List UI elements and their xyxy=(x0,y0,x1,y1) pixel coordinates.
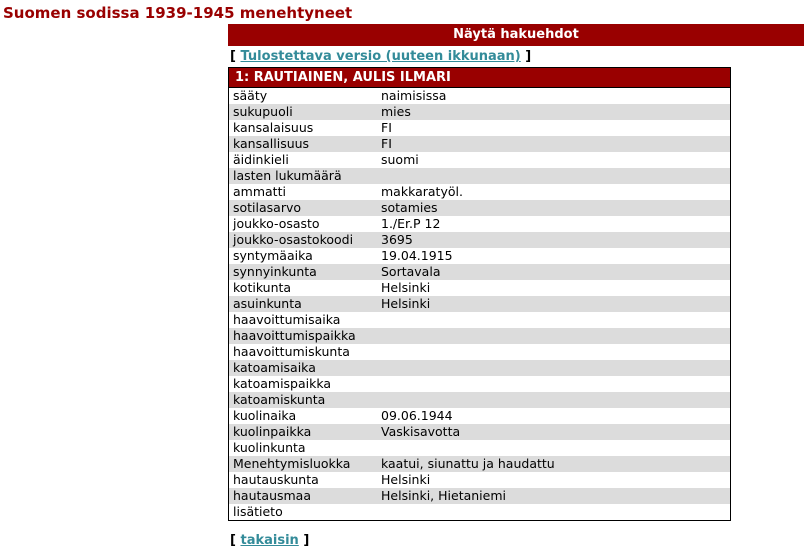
field-label: ammatti xyxy=(233,184,286,199)
record-table xyxy=(228,67,731,521)
field-value: FI xyxy=(381,136,392,151)
bracket-open: [ xyxy=(230,49,236,64)
field-label: Menehtymisluokka xyxy=(233,456,351,471)
field-value: 19.04.1915 xyxy=(381,248,453,263)
field-value xyxy=(381,376,730,392)
field-value: Sortavala xyxy=(381,264,441,279)
field-value: mies xyxy=(381,104,411,119)
printable-version-link[interactable]: Tulostettava versio (uuteen ikkunaan) xyxy=(240,49,521,64)
field-label: hautauskunta xyxy=(233,472,319,487)
field-value xyxy=(381,344,730,360)
field-label: haavoittumispaikka xyxy=(233,328,356,343)
field-label: sukupuoli xyxy=(233,104,293,119)
record-rows xyxy=(229,88,730,520)
field-value xyxy=(381,328,730,344)
bracket-close: ] xyxy=(525,49,532,64)
table-row xyxy=(229,248,730,264)
table-row xyxy=(229,88,730,104)
table-row xyxy=(229,200,730,216)
table-row xyxy=(229,408,730,424)
field-label: sääty xyxy=(233,88,268,103)
table-row xyxy=(229,184,730,200)
table-row xyxy=(229,168,730,184)
bottom-nav-link[interactable]: takaisin xyxy=(240,533,299,548)
field-label: äidinkieli xyxy=(233,152,289,167)
field-value: 09.06.1944 xyxy=(381,408,453,423)
table-row xyxy=(229,376,730,392)
field-label: lasten lukumäärä xyxy=(233,168,342,183)
field-label: kansallisuus xyxy=(233,136,310,151)
field-label: katoamiskunta xyxy=(233,392,326,407)
page-title: Suomen sodissa 1939-1945 menehtyneet xyxy=(3,4,353,22)
field-value xyxy=(381,360,730,376)
field-label: kuolinkunta xyxy=(233,440,306,455)
table-row xyxy=(229,120,730,136)
table-row xyxy=(229,392,730,408)
table-row xyxy=(229,152,730,168)
field-value: Helsinki, Hietaniemi xyxy=(381,488,506,503)
field-value: naimisissa xyxy=(381,88,447,103)
field-label: haavoittumisaika xyxy=(233,312,341,327)
table-row xyxy=(229,232,730,248)
field-value xyxy=(381,168,730,184)
field-label: syntymäaika xyxy=(233,248,313,263)
field-value xyxy=(381,392,730,408)
printable-version-link-row xyxy=(230,49,531,64)
field-value: 1./Er.P 12 xyxy=(381,216,441,231)
record-header: 1: RAUTIAINEN, AULIS ILMARI xyxy=(229,68,730,88)
table-row xyxy=(229,488,730,504)
field-value: makkaratyöl. xyxy=(381,184,463,199)
field-label: joukko-osasto xyxy=(233,216,320,231)
field-value: Helsinki xyxy=(381,472,431,487)
field-value xyxy=(381,312,730,328)
field-value: kaatui, siunattu ja haudattu xyxy=(381,456,555,471)
table-row xyxy=(229,280,730,296)
field-value: FI xyxy=(381,120,392,135)
field-label: kuolinaika xyxy=(233,408,297,423)
table-row xyxy=(229,216,730,232)
field-label: lisätieto xyxy=(233,504,283,519)
table-row xyxy=(229,312,730,328)
field-value: Helsinki xyxy=(381,296,431,311)
table-row xyxy=(229,344,730,360)
table-row xyxy=(229,360,730,376)
table-row xyxy=(229,104,730,120)
table-row xyxy=(229,136,730,152)
bracket-close: ] xyxy=(303,533,310,548)
show-search-criteria-toggle[interactable]: Näytä hakuehdot xyxy=(228,24,804,46)
field-value xyxy=(381,440,730,456)
table-row xyxy=(229,424,730,440)
field-label: asuinkunta xyxy=(233,296,302,311)
field-label: haavoittumiskunta xyxy=(233,344,350,359)
field-value: 3695 xyxy=(381,232,413,247)
field-value: Helsinki xyxy=(381,280,431,295)
field-label: synnyinkunta xyxy=(233,264,317,279)
field-value: suomi xyxy=(381,152,419,167)
field-value: sotamies xyxy=(381,200,438,215)
table-row xyxy=(229,264,730,280)
table-row xyxy=(229,472,730,488)
table-row xyxy=(229,296,730,312)
field-label: kotikunta xyxy=(233,280,292,295)
table-row xyxy=(229,504,730,520)
table-row xyxy=(229,456,730,472)
table-row xyxy=(229,440,730,456)
field-value: Vaskisavotta xyxy=(381,424,461,439)
field-label: katoamisaika xyxy=(233,360,316,375)
field-value xyxy=(381,504,730,520)
table-row xyxy=(229,328,730,344)
field-label: katoamispaikka xyxy=(233,376,332,391)
field-label: joukko-osastokoodi xyxy=(233,232,354,247)
field-label: kuolinpaikka xyxy=(233,424,312,439)
bracket-open: [ xyxy=(230,533,236,548)
field-label: hautausmaa xyxy=(233,488,311,503)
field-label: sotilasarvo xyxy=(233,200,302,215)
field-label: kansalaisuus xyxy=(233,120,314,135)
